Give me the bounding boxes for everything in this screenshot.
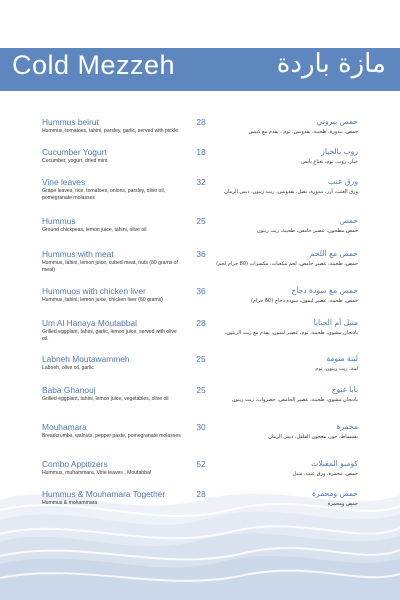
item-description-arabic: حمص، طحينة، عصير حامض، لحم مكعبات، مكسرات (80 جرام لحم) [216,261,358,267]
menu-header-bar [0,48,400,91]
item-description: Grilled eggplant, tahini, lemon juice, vegetables, olive oil [42,396,169,402]
item-name: Combo Appitizers [42,459,108,469]
item-price: 30 [196,422,206,432]
item-description-arabic: حمص، بندورة، طحينة، بقدونس، ثوم ، يقدم مع كبيس [248,129,358,135]
item-description-arabic: باذنجان مشوي، طحينة، عصير الحامض، خضروات، زيت زيتون [231,397,358,403]
item-name: Hummus with meat [42,249,114,259]
item-description: Hummus, tahini, lemon juice, cubed meat, nuts (80 grams of meat) [42,260,178,274]
menu-title-english: Cold Mezzeh [12,50,176,80]
item-description: Hummus, tomatoes, tahini, parsley, garlic, served with pickle [42,128,179,134]
item-description-arabic: باذنجان مشوي، طحينة، ثوم، عصير ليمون، يقدم مع زيت الزيتون. [224,330,358,336]
item-description: Grilled eggplant, tahini, garlic, lemon juice, served with olive oil. [42,329,177,343]
item-description: Labneh, olive oil, garlic [42,365,94,371]
item-name-arabic: حمص مع سودة دجاج [291,286,358,295]
item-name: Um Al Hanaya Moutabbal [42,318,137,328]
item-name-arabic: ورق عنب [328,177,358,186]
item-name-arabic: حمص بيروتي [316,117,358,126]
menu-title-arabic: مازة باردة [276,49,386,79]
item-name: Hummus beirut [42,117,99,127]
item-description-arabic: لبنة، زيت زيتون، ثوم [315,366,358,372]
item-name-arabic: حمص [339,216,358,225]
item-description-arabic: خيار، روب، ثوم، نعناع يابس [301,159,358,165]
item-name-arabic: حمص مع اللحم [309,249,358,258]
item-price: 32 [196,177,206,187]
item-price: 36 [196,249,206,259]
item-name-arabic: متبل أم الحنايا [313,318,358,327]
item-name: Hummus & Mouhamara Together [42,489,166,499]
item-price: 25 [196,354,206,364]
item-price: 28 [196,489,206,499]
item-description: Ground chickpeas, lemon juice, tahini, olive oil [42,227,147,233]
item-name: Mouhamara [42,422,87,432]
item-description-arabic: حمص ومحمرة [327,501,358,507]
item-description: Hummus, tahini, lemon juice, chicken liver (60 grams) [42,297,163,303]
item-description-arabic: ورق العنب، أرز، بندورة، بصل، بقدونس، زيت زيتون، دبس الرمان [224,189,358,195]
item-description-arabic: حمص، محمرة، ورق عنب، متبل [292,471,358,477]
item-description: Cucumber, yogurt, dried mint [42,158,108,164]
item-name-arabic: محمرة [336,422,358,431]
item-name-arabic: بابا غنوج [331,385,358,394]
item-price: 28 [196,117,206,127]
item-name: Baba Ghanouj [42,385,96,395]
item-name: Cucumber Yogurt [42,147,107,157]
item-description-arabic: بقسماط، جوز، معجون الفلفل، دبس الرمان [268,434,358,440]
item-description: Grape leaves, rice, tomatoes, onions, parsley, olive oil, pomegranate molasses [42,188,166,202]
item-description: Hummus & mohammara [42,500,98,506]
item-name-arabic: روب بالخيار [321,147,358,156]
item-price: 28 [196,318,206,328]
item-name-arabic: كومبو المقبلات [311,459,358,468]
item-price: 25 [196,216,206,226]
item-description: Hummus, muhammara, Vine leaves , Moutabbal [42,470,151,476]
item-name: Hummuos with chicken liver [42,286,146,296]
item-description-arabic: حمص مطحون، عصير حامض، طحينة، زيت زيتون [257,228,358,234]
item-name: Vine leaves [42,177,86,187]
item-description-arabic: حمص، طحينة، عصير ليمون، سودة دجاج (60 جرام) [250,298,358,304]
item-price: 25 [196,385,206,395]
item-description: Breadcrumbs, walnuts, pepper paste, pomegranate molasses [42,433,181,439]
item-name-arabic: لبنة متومة [326,354,358,363]
item-name: Hummus [42,216,76,226]
item-name: Labneh Moutawammeh [42,354,130,364]
item-price: 18 [196,147,206,157]
item-price: 52 [196,459,206,469]
item-price: 36 [196,286,206,296]
item-name-arabic: حمص ومحمرة [312,489,358,498]
